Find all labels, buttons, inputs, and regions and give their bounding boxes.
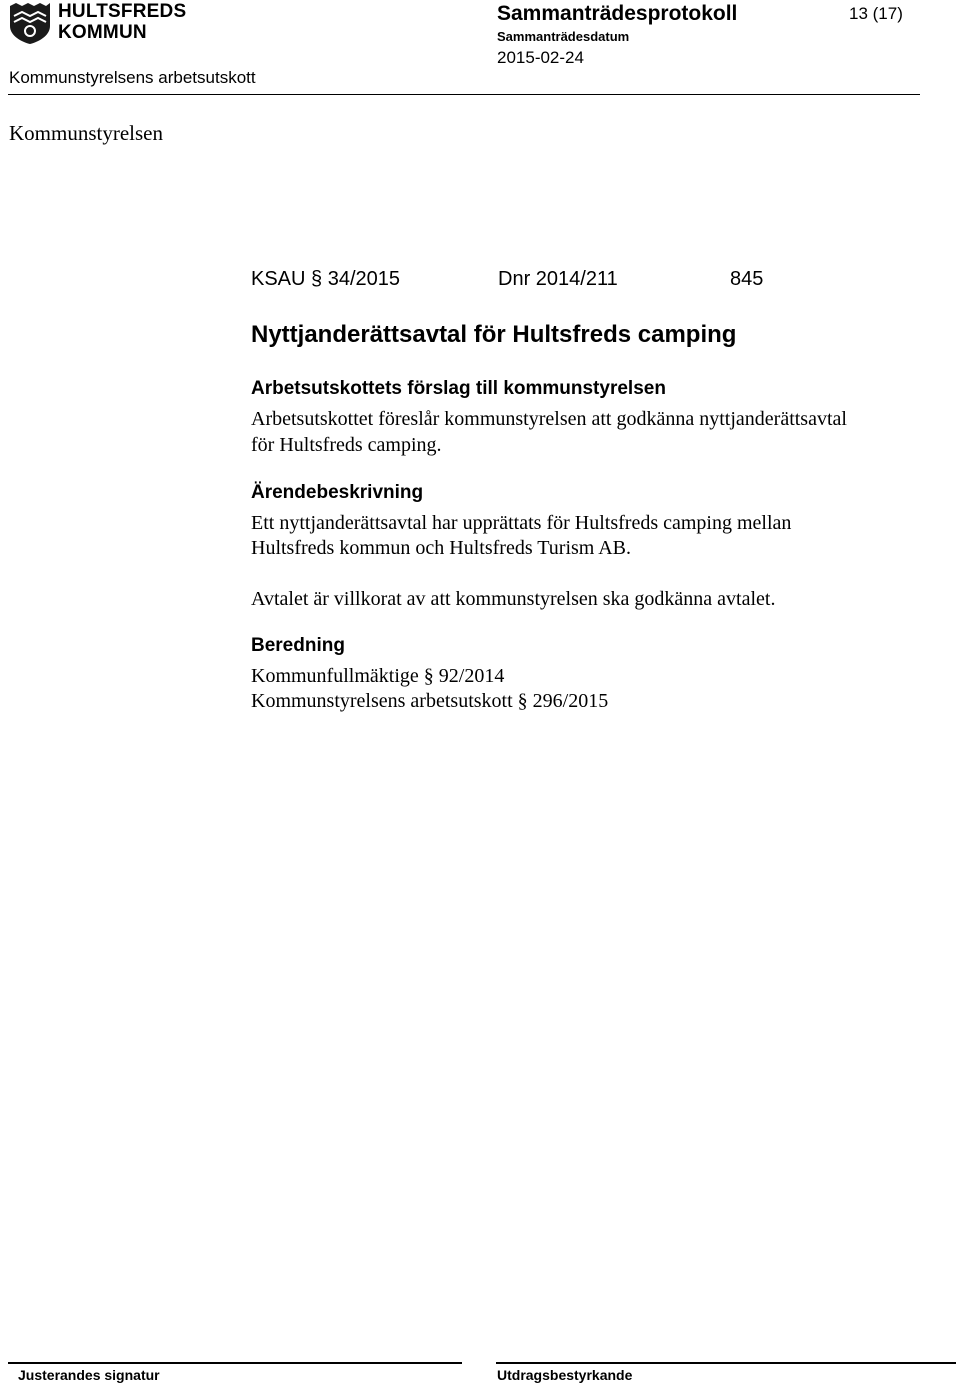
matter-ref-number: 34/2015 [327, 268, 401, 290]
municipality-logo [8, 1, 187, 46]
section-sign-icon: § [517, 690, 528, 712]
section-sign-icon: § [423, 665, 434, 687]
description-text-line2: Hultsfreds kommun och Hultsfreds Turism AB. [251, 537, 632, 559]
proposal-text-line2: för Hultsfreds camping. [251, 434, 442, 456]
matter-reference [251, 268, 400, 291]
footer-divider-left [8, 1362, 462, 1364]
preparation-heading: Beredning [251, 635, 345, 656]
document-title: Sammanträdesprotokoll [497, 2, 738, 25]
page-number: 13 (17) [849, 4, 903, 23]
logo-text-line1: HULTSFREDS [58, 1, 187, 22]
proposal-heading: Arbetsutskottets förslag till kommunstyrelsen [251, 378, 666, 399]
board-name: Kommunstyrelsen [9, 121, 163, 145]
preparation-item2-prefix: Kommunstyrelsens arbetsutskott [251, 690, 513, 712]
matter-dnr: Dnr 2014/211 [498, 268, 618, 290]
description-text-line1: Ett nyttjanderättsavtal har upprättats för Hultsfreds camping mellan [251, 512, 792, 534]
signature-label: Justerandes signatur [18, 1367, 160, 1383]
header-divider [8, 94, 920, 95]
matter-ref-prefix: KSAU [251, 268, 306, 290]
preparation-item1-prefix: Kommunfullmäktige [251, 665, 419, 687]
meeting-date-label: Sammanträdesdatum [497, 29, 630, 44]
preparation-item2-ref: 296/2015 [532, 690, 609, 712]
description-heading: Ärendebeskrivning [251, 482, 424, 503]
coat-of-arms-icon [8, 2, 52, 44]
extract-certification-label: Utdragsbestyrkande [497, 1367, 633, 1383]
preparation-item [251, 690, 608, 713]
committee-name: Kommunstyrelsens arbetsutskott [9, 68, 256, 87]
section-sign-icon: § [311, 268, 323, 290]
matter-title: Nyttjanderättsavtal för Hultsfreds camping [251, 321, 737, 348]
meeting-date: 2015-02-24 [497, 48, 584, 67]
logo-text-line2: KOMMUN [58, 22, 147, 43]
footer-divider-right [496, 1362, 956, 1364]
preparation-item1-ref: 92/2014 [438, 665, 505, 687]
preparation-item [251, 665, 504, 688]
description-text-line3: Avtalet är villkorat av att kommunstyrelsen ska godkänna avtalet. [251, 588, 776, 610]
matter-code: 845 [730, 268, 764, 290]
proposal-text-line1: Arbetsutskottet föreslår kommunstyrelsen att godkänna nyttjanderättsavtal [251, 408, 847, 430]
